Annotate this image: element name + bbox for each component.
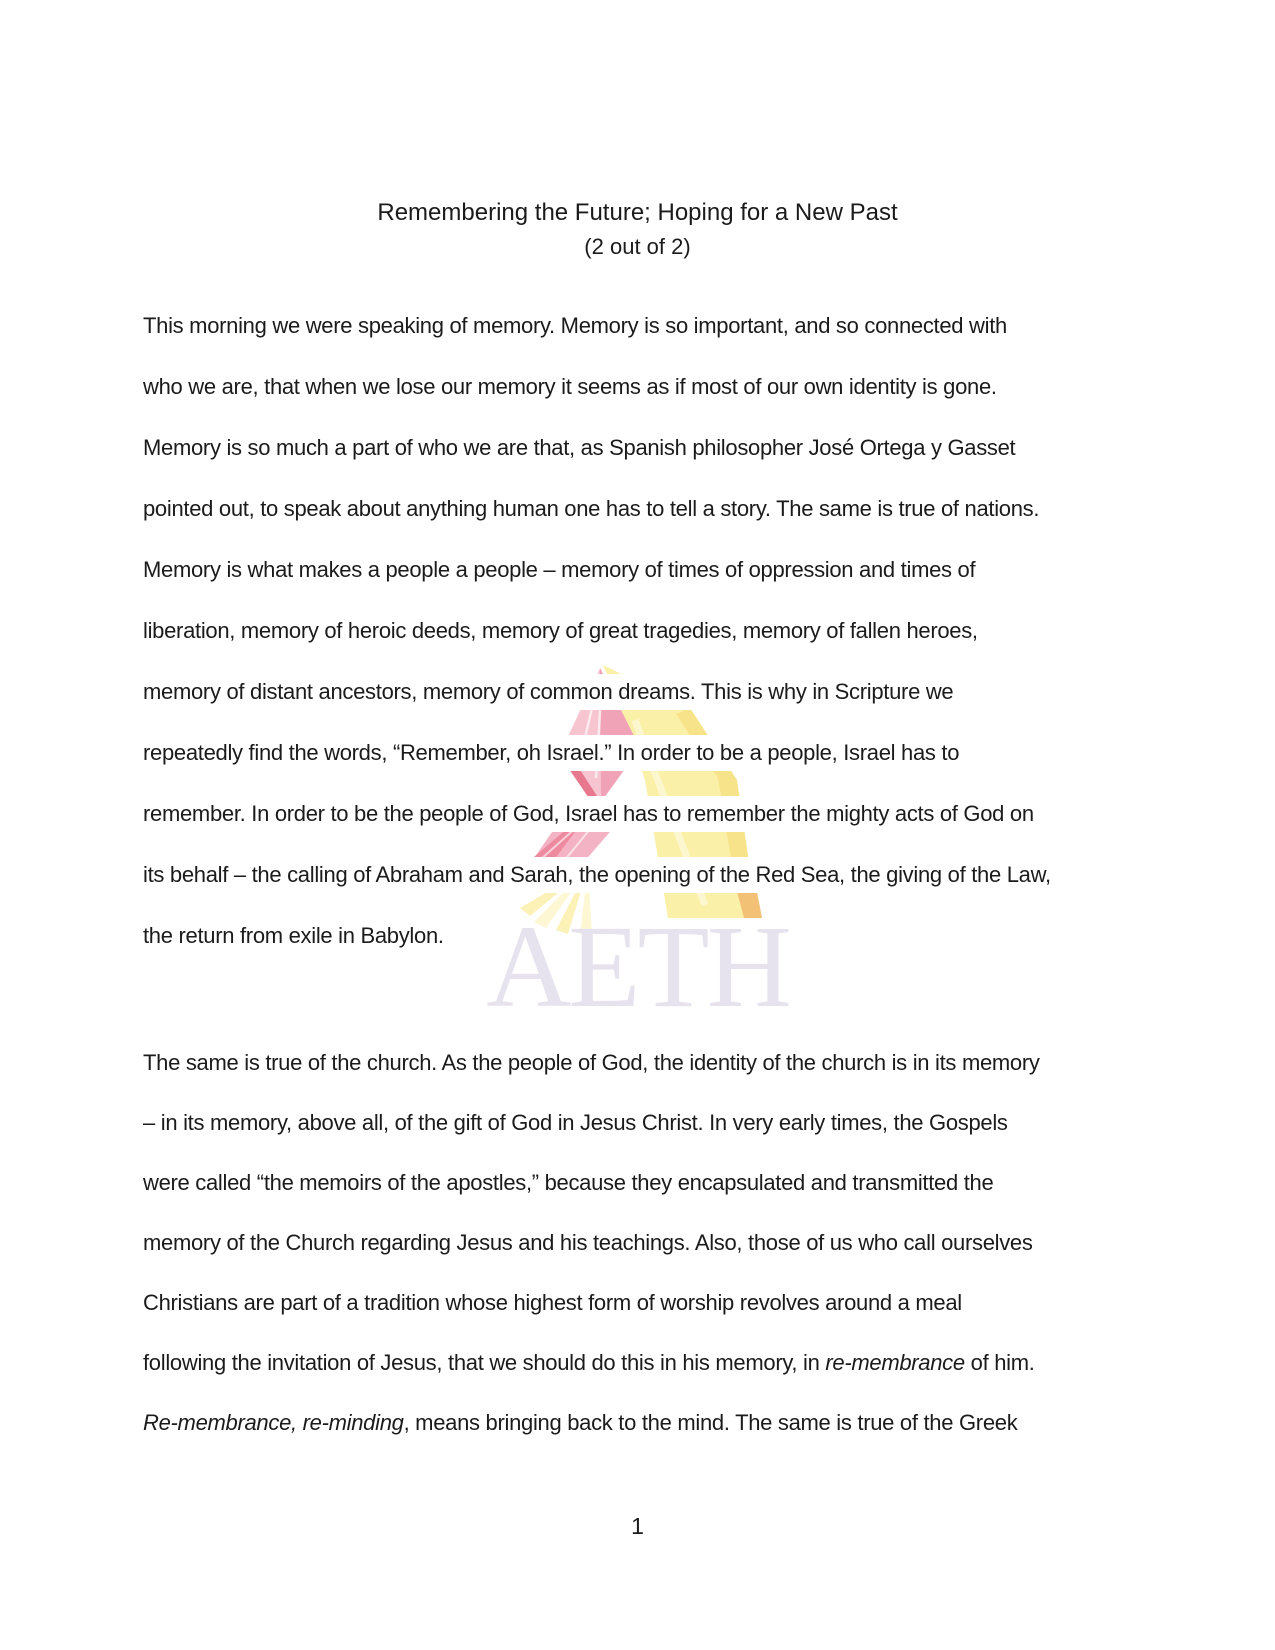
italic-text-run: re-membrance: [825, 1350, 965, 1375]
text-line-content: Memory is so much a part of who we are that, as Spanish philosopher José Ortega y Gasset: [143, 430, 1018, 466]
paragraph-1: [143, 295, 1054, 966]
text-line-content: remember. In order to be the people of God, Israel has to remember the mighty acts of God on: [143, 796, 1037, 832]
text-line-content: who we are, that when we lose our memory it seems as if most of our own identity is gone.: [143, 369, 1000, 405]
text-line: [143, 1273, 1043, 1333]
text-line: [143, 417, 1054, 478]
text-run: of him.: [964, 1350, 1035, 1375]
text-line: [143, 844, 1054, 905]
text-line-content: its behalf – the calling of Abraham and Sarah, the opening of the Red Sea, the giving of the Law,: [143, 857, 1054, 893]
text-line: [143, 905, 1054, 966]
text-line: [143, 356, 1054, 417]
text-line-content: memory of the Church regarding Jesus and his teachings. Also, those of us who call ourselves: [143, 1225, 1036, 1261]
text-line: [143, 1093, 1043, 1153]
page-subtitle: (2 out of 2): [584, 234, 691, 259]
text-line: [143, 539, 1054, 600]
text-line-content: liberation, memory of heroic deeds, memory of great tragedies, memory of fallen heroes,: [143, 613, 981, 649]
page-number: 1: [631, 1513, 644, 1539]
text-line-content: Christians are part of a tradition whose highest form of worship revolves around a meal: [143, 1285, 965, 1321]
text-run: , means bringing back to the mind. The same is true of the Greek: [403, 1410, 1018, 1435]
paragraph-2: [143, 1033, 1043, 1453]
text-line-content: The same is true of the church. As the people of God, the identity of the church is in its memory: [143, 1045, 1043, 1081]
text-line-content: repeatedly find the words, “Remember, oh Israel.” In order to be a people, Israel has to: [143, 735, 962, 771]
text-line-content: [143, 1345, 1038, 1381]
italic-text-run: Re-membrance, re-minding: [143, 1410, 404, 1435]
text-line: [143, 1393, 1043, 1453]
text-line-content: pointed out, to speak about anything human one has to tell a story. The same is true of nations.: [143, 491, 1042, 527]
text-line-content: Memory is what makes a people a people – memory of times of oppression and times of: [143, 552, 978, 588]
title-block: [0, 196, 1275, 264]
text-line: [143, 783, 1054, 844]
text-line: [143, 295, 1054, 356]
text-line: [143, 1033, 1043, 1093]
text-line: [143, 1213, 1043, 1273]
text-line: [143, 661, 1054, 722]
text-line: [143, 478, 1054, 539]
text-line-content: This morning we were speaking of memory. Memory is so important, and so connected with: [143, 308, 1010, 344]
text-line: [143, 600, 1054, 661]
text-line: [143, 1333, 1043, 1393]
text-line: [143, 1153, 1043, 1213]
text-line-content: memory of distant ancestors, memory of common dreams. This is why in Scripture we: [143, 674, 956, 710]
text-line-content: [143, 1405, 1020, 1441]
watermark-text: AETH: [486, 901, 789, 1032]
text-line: [143, 722, 1054, 783]
page-title: Remembering the Future; Hoping for a New Past: [377, 199, 898, 226]
text-line-content: the return from exile in Babylon.: [143, 918, 447, 954]
text-run: following the invitation of Jesus, that we should do this in his memory, in: [143, 1350, 826, 1375]
text-line-content: – in its memory, above all, of the gift of God in Jesus Christ. In very early times, the Gospels: [143, 1105, 1011, 1141]
text-line-content: were called “the memoirs of the apostles,” because they encapsulated and transmitted the: [143, 1165, 996, 1201]
